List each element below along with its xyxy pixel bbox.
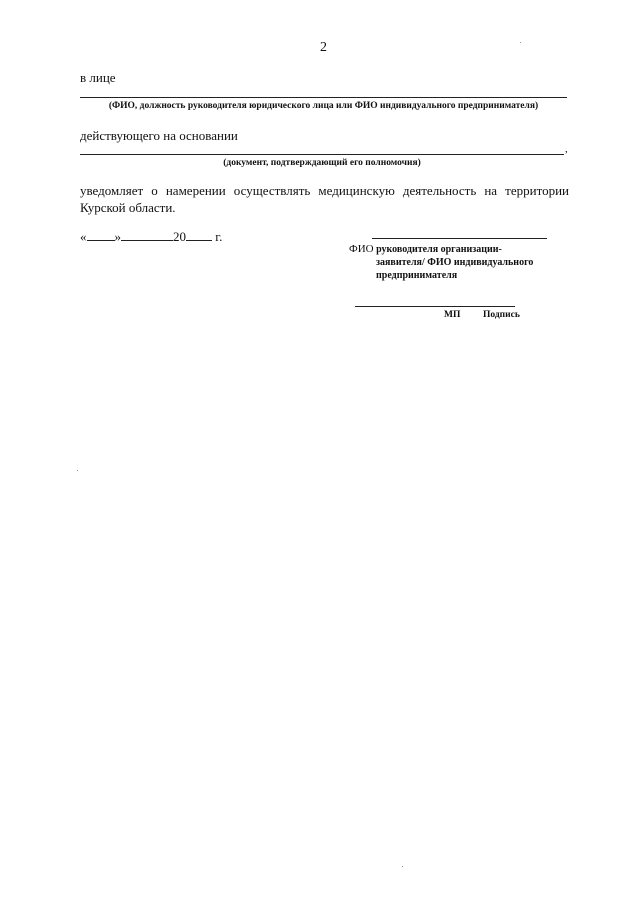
signatory-caption <box>349 243 569 282</box>
signatory-label: ФИО <box>349 243 374 255</box>
scan-speck <box>77 470 78 471</box>
day-blank <box>87 229 115 241</box>
signatory-line3: предпринимателя <box>376 270 458 281</box>
signatory-fill-line <box>372 238 547 239</box>
representative-fill-line <box>80 97 567 98</box>
year-suffix: г. <box>215 229 223 244</box>
page-number: 2 <box>320 40 327 55</box>
date-close-quote: » <box>114 229 121 244</box>
representative-label: в лице <box>80 70 116 85</box>
stamp-signature-line <box>355 306 515 307</box>
representative-caption: (ФИО, должность руководителя юридического лица или ФИО индивидуального предпринимателя) <box>108 101 539 111</box>
signatory-line2: заявителя/ ФИО индивидуального <box>376 257 534 268</box>
basis-trailing-mark: , <box>565 143 568 155</box>
year-prefix: 20 <box>173 229 186 244</box>
month-blank <box>121 229 173 241</box>
date-open-quote: « <box>80 229 87 244</box>
signature-label: Подпись <box>483 310 520 320</box>
signatory-line1: руководителя организации- <box>376 244 502 255</box>
basis-caption: (документ, подтверждающий его полномочия) <box>223 158 421 168</box>
stamp-place-label: МП <box>444 310 461 320</box>
notification-text: уведомляет о намерении осуществлять медицинскую деятельность на территории Курской области. <box>80 183 569 215</box>
year-blank <box>186 229 212 241</box>
date-field <box>80 229 222 245</box>
basis-label: действующего на основании <box>80 128 238 143</box>
scan-speck <box>402 866 403 867</box>
basis-fill-line <box>80 154 564 155</box>
scan-speck <box>520 42 521 43</box>
